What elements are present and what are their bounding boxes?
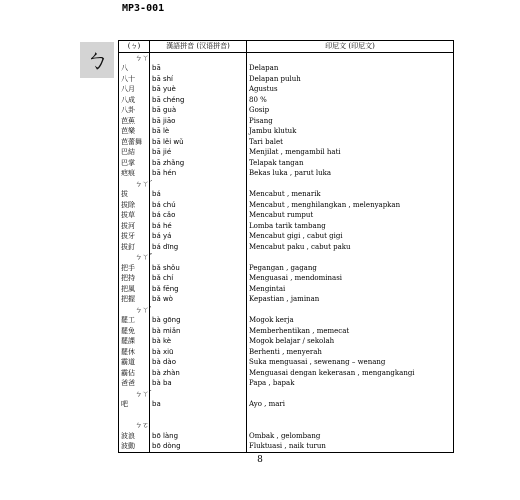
group-header-row <box>119 53 454 64</box>
group-header-row <box>119 179 454 190</box>
chinese-term: 拔除 <box>119 200 150 211</box>
indonesian-cell: Pisang <box>247 116 454 127</box>
indonesian-cell <box>247 53 454 64</box>
chinese-term: 拔釘 <box>119 242 150 253</box>
chinese-term: 芭樂 <box>119 127 150 138</box>
table-row <box>119 263 454 274</box>
chinese-term: 八 <box>119 64 150 75</box>
pinyin-cell: bǎ wò <box>150 295 247 306</box>
table-row <box>119 158 454 169</box>
chinese-term: 爸爸 <box>119 379 150 390</box>
table-row <box>119 295 454 306</box>
chinese-term: 八成 <box>119 95 150 106</box>
chinese-term: 拔牙 <box>119 232 150 243</box>
table-row <box>119 400 454 411</box>
indonesian-cell: Mencabut rumput <box>247 211 454 222</box>
pinyin-cell <box>150 389 247 400</box>
pinyin-cell: bà dào <box>150 358 247 369</box>
pinyin-cell: bō dòng <box>150 442 247 453</box>
table-row <box>119 148 454 159</box>
table-row <box>119 64 454 75</box>
indonesian-cell: Papa , bapak <box>247 379 454 390</box>
table-row <box>119 116 454 127</box>
indonesian-cell <box>247 179 454 190</box>
column-header-indonesian: 印尼文 (印尼文) <box>247 41 454 53</box>
indonesian-cell: Bekas luka , parut luka <box>247 169 454 180</box>
table-row <box>119 379 454 390</box>
indonesian-cell: Mencabut paku , cabut paku <box>247 242 454 253</box>
indonesian-cell: Delapan <box>247 64 454 75</box>
indonesian-cell: Menguasai dengan kekerasan , mengangkangi <box>247 368 454 379</box>
indonesian-cell: Ombak , gelombang <box>247 431 454 442</box>
pinyin-cell: bǎ shǒu <box>150 263 247 274</box>
indonesian-cell: Mencabut , menghilangkan , melenyapkan <box>247 200 454 211</box>
pinyin-cell: bā guà <box>150 106 247 117</box>
chinese-term: 吧 <box>119 400 150 411</box>
indonesian-cell: Pegangan , gagang <box>247 263 454 274</box>
group-header-row <box>119 253 454 264</box>
pinyin-cell <box>150 421 247 432</box>
table-row <box>119 337 454 348</box>
document-code: MP3-001 <box>122 3 165 14</box>
indonesian-cell: Menjilat , mengambil hati <box>247 148 454 159</box>
pinyin-cell: bā zhǎng <box>150 158 247 169</box>
indonesian-cell <box>247 389 454 400</box>
pinyin-cell: bá cǎo <box>150 211 247 222</box>
chinese-term: ㄅㄛ <box>119 421 150 432</box>
chinese-term: 波動 <box>119 442 150 453</box>
pinyin-cell: bā yuè <box>150 85 247 96</box>
dictionary-table <box>118 40 454 453</box>
indonesian-cell <box>247 410 454 421</box>
indonesian-cell: Agustus <box>247 85 454 96</box>
chinese-term: 罷課 <box>119 337 150 348</box>
pinyin-cell: bà xiū <box>150 347 247 358</box>
pinyin-cell <box>150 179 247 190</box>
pinyin-cell <box>150 253 247 264</box>
chinese-term: ㄅㄚ˙ <box>119 389 150 400</box>
indonesian-cell: Mogok belajar / sekolah <box>247 337 454 348</box>
pinyin-cell: bà kè <box>150 337 247 348</box>
column-header-zhuyin: (ㄅ) <box>119 41 150 53</box>
table-row <box>119 347 454 358</box>
indonesian-cell: Lomba tarik tambang <box>247 221 454 232</box>
table-row <box>119 137 454 148</box>
table-row <box>119 190 454 201</box>
pinyin-cell: ba <box>150 400 247 411</box>
pinyin-cell: bā shí <box>150 74 247 85</box>
pinyin-cell: bā hén <box>150 169 247 180</box>
group-header-row <box>119 305 454 316</box>
chinese-term: 把握 <box>119 295 150 306</box>
pinyin-cell <box>150 410 247 421</box>
indonesian-cell <box>247 421 454 432</box>
indonesian-cell: Mengintai <box>247 284 454 295</box>
chinese-term: 巴結 <box>119 148 150 159</box>
chinese-term <box>119 410 150 421</box>
chinese-term: 罷休 <box>119 347 150 358</box>
indonesian-cell: Gosip <box>247 106 454 117</box>
pinyin-cell: bà ba <box>150 379 247 390</box>
indonesian-cell: Berhenti , menyerah <box>247 347 454 358</box>
table-row <box>119 316 454 327</box>
chinese-term: ㄅㄚˇ <box>119 253 150 264</box>
indonesian-cell: Ayo , mari <box>247 400 454 411</box>
chinese-term: 罷免 <box>119 326 150 337</box>
indonesian-cell: Mencabut gigi , cabut gigi <box>247 232 454 243</box>
table-row <box>119 442 454 453</box>
pinyin-cell: bá <box>150 190 247 201</box>
blank-row <box>119 410 454 421</box>
pinyin-cell: bā lěi wǔ <box>150 137 247 148</box>
pinyin-cell <box>150 53 247 64</box>
table-row <box>119 200 454 211</box>
table-row <box>119 221 454 232</box>
table-row <box>119 127 454 138</box>
pinyin-cell: bā lè <box>150 127 247 138</box>
chinese-term: 把手 <box>119 263 150 274</box>
chinese-term: 把持 <box>119 274 150 285</box>
chinese-term: 霸佔 <box>119 368 150 379</box>
chinese-term: 疤痕 <box>119 169 150 180</box>
chinese-term: 罷工 <box>119 316 150 327</box>
chinese-term: 拔河 <box>119 221 150 232</box>
pinyin-cell: bā jié <box>150 148 247 159</box>
indonesian-cell: Suka menguasai , sewenang – wenang <box>247 358 454 369</box>
pinyin-cell: bà gōng <box>150 316 247 327</box>
pinyin-cell: bō làng <box>150 431 247 442</box>
table-row <box>119 368 454 379</box>
group-header-row <box>119 421 454 432</box>
indonesian-cell: Telapak tangan <box>247 158 454 169</box>
table-row <box>119 74 454 85</box>
pinyin-cell: bá chú <box>150 200 247 211</box>
indonesian-cell: Tari balet <box>247 137 454 148</box>
chinese-term: 波浪 <box>119 431 150 442</box>
chinese-term: 八十 <box>119 74 150 85</box>
pinyin-cell: bā chéng <box>150 95 247 106</box>
pinyin-cell: bā <box>150 64 247 75</box>
table-row <box>119 85 454 96</box>
indonesian-cell: Menguasai , mendominasi <box>247 274 454 285</box>
chinese-term: ㄅㄚ <box>119 53 150 64</box>
indonesian-cell: Kepastian , jaminan <box>247 295 454 306</box>
chinese-term: 八月 <box>119 85 150 96</box>
side-index-tab: ㄅ <box>80 42 114 78</box>
page-number: 8 <box>257 455 263 465</box>
group-header-row <box>119 389 454 400</box>
chinese-term: 拔草 <box>119 211 150 222</box>
pinyin-cell: bā jiāo <box>150 116 247 127</box>
table-row <box>119 358 454 369</box>
table-row <box>119 106 454 117</box>
indonesian-cell: Delapan puluh <box>247 74 454 85</box>
table-header-row <box>119 41 454 53</box>
indonesian-cell: 80 % <box>247 95 454 106</box>
chinese-term: 霸道 <box>119 358 150 369</box>
pinyin-cell: bǎ fēng <box>150 284 247 295</box>
pinyin-cell: bà miǎn <box>150 326 247 337</box>
column-header-pinyin: 漢語拼音 (汉语拼音) <box>150 41 247 53</box>
table-row <box>119 274 454 285</box>
indonesian-cell: Memberhentikan , memecat <box>247 326 454 337</box>
indonesian-cell: Mencabut , menarik <box>247 190 454 201</box>
chinese-term: 八卦 <box>119 106 150 117</box>
chinese-term: 芭蕉 <box>119 116 150 127</box>
chinese-term: ㄅㄚˋ <box>119 305 150 316</box>
table-row <box>119 232 454 243</box>
pinyin-cell: bá yá <box>150 232 247 243</box>
pinyin-cell: bà zhàn <box>150 368 247 379</box>
chinese-term: 芭蕾舞 <box>119 137 150 148</box>
pinyin-cell: bá dīng <box>150 242 247 253</box>
pinyin-cell: bǎ chí <box>150 274 247 285</box>
chinese-term: ㄅㄚˊ <box>119 179 150 190</box>
table-row <box>119 211 454 222</box>
table-row <box>119 242 454 253</box>
indonesian-cell: Jambu klutuk <box>247 127 454 138</box>
table-row <box>119 431 454 442</box>
indonesian-cell: Fluktuasi , naik turun <box>247 442 454 453</box>
table-row <box>119 326 454 337</box>
pinyin-cell: bá hé <box>150 221 247 232</box>
table-row <box>119 284 454 295</box>
indonesian-cell: Mogok kerja <box>247 316 454 327</box>
chinese-term: 拔 <box>119 190 150 201</box>
table-row <box>119 95 454 106</box>
chinese-term: 巴掌 <box>119 158 150 169</box>
indonesian-cell <box>247 305 454 316</box>
table-row <box>119 169 454 180</box>
chinese-term: 把風 <box>119 284 150 295</box>
indonesian-cell <box>247 253 454 264</box>
pinyin-cell <box>150 305 247 316</box>
